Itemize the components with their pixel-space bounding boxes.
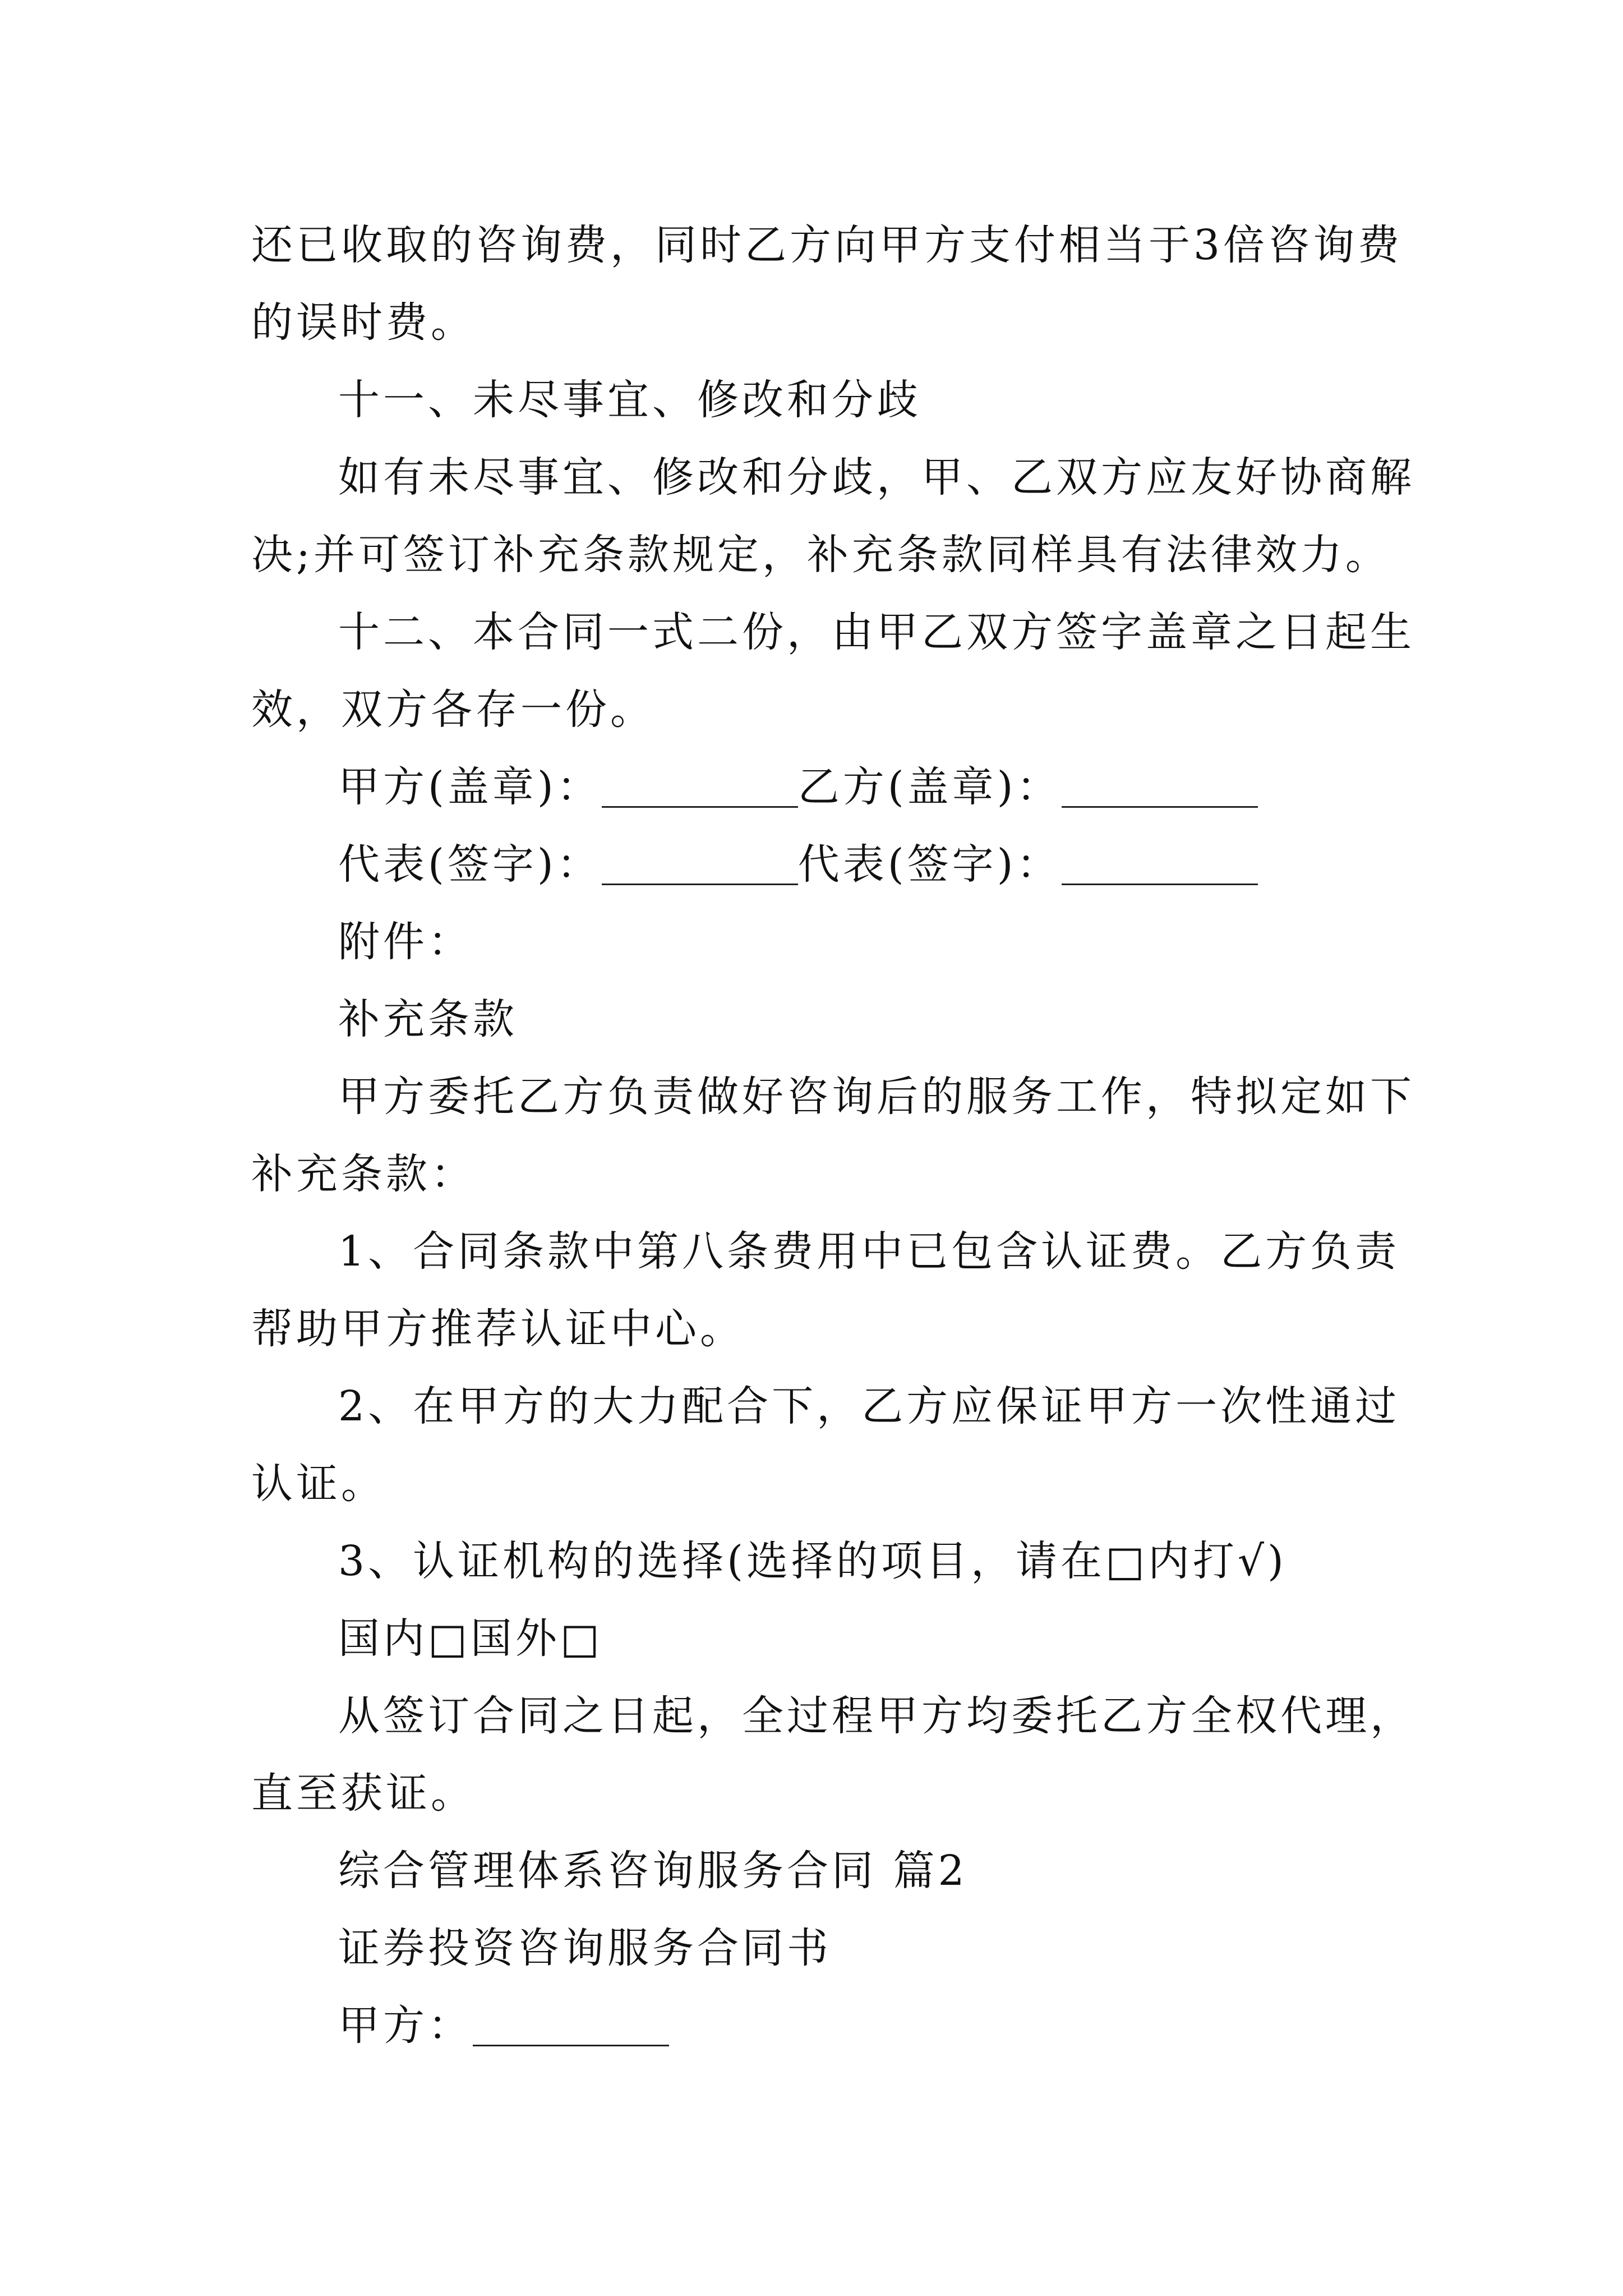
paragraph-line: 决;并可签订补充条款规定，补充条款同样具有法律效力。	[251, 531, 1390, 579]
section-heading: 十一、未尽事宜、修改和分歧	[338, 376, 921, 424]
paragraph-line: 甲方委托乙方负责做好咨询后的服务工作，特拟定如下	[338, 1073, 1415, 1121]
rep-b-sign-label: 代表(签字)：	[797, 840, 1062, 889]
paragraph-line: 补充条款：	[251, 1150, 476, 1198]
paragraph-line: 从签订合同之日起，全过程甲方均委托乙方全权代理，	[338, 1692, 1415, 1740]
document-body	[251, 206, 1415, 2064]
party-a-seal-label: 甲方(盖章)：	[338, 763, 602, 811]
party-b-seal-label: 乙方(盖章)：	[797, 763, 1062, 811]
paragraph-line: 3、认证机构的选择(选择的项目，请在□内打√)	[338, 1537, 1287, 1585]
party-a-label: 甲方：	[338, 2001, 473, 2050]
contract-title: 证券投资咨询服务合同书	[338, 1924, 832, 1972]
paragraph-line: 效，双方各存一份。	[251, 685, 655, 734]
party-a-seal-blank	[602, 765, 798, 808]
paragraph-line: 直至获证。	[251, 1769, 476, 1818]
attachment-label: 附件：	[338, 918, 473, 966]
rep-a-sign-label: 代表(签字)：	[338, 840, 602, 889]
signature-seal-line	[251, 748, 1401, 826]
paragraph-line: 还已收取的咨询费，同时乙方向甲方支付相当于3倍咨询费	[251, 221, 1403, 269]
paragraph-line: 十二、本合同一式二份，由甲乙双方签字盖章之日起生	[338, 608, 1415, 656]
paragraph-line: 帮助甲方推荐认证中心。	[251, 1305, 745, 1353]
paragraph-line: 1、合同条款中第八条费用中已包含认证费。乙方负责	[338, 1227, 1400, 1276]
signature-rep-line	[251, 826, 1401, 903]
paragraph-line: 如有未尽事宜、修改和分歧，甲、乙双方应友好协商解	[338, 453, 1415, 501]
party-b-seal-blank	[1062, 765, 1258, 808]
party-a-line	[251, 1987, 1401, 2064]
supplement-title: 补充条款	[338, 995, 518, 1043]
paragraph-line: 的误时费。	[251, 298, 476, 347]
party-a-blank	[473, 2003, 669, 2046]
paragraph-line: 2、在甲方的大力配合下，乙方应保证甲方一次性通过	[338, 1382, 1400, 1430]
article-heading: 综合管理体系咨询服务合同 篇2	[338, 1847, 968, 1895]
rep-b-sign-blank	[1062, 842, 1258, 885]
paragraph-line: 国内□国外□	[338, 1614, 603, 1663]
rep-a-sign-blank	[602, 842, 798, 885]
paragraph-line: 认证。	[251, 1460, 386, 1508]
